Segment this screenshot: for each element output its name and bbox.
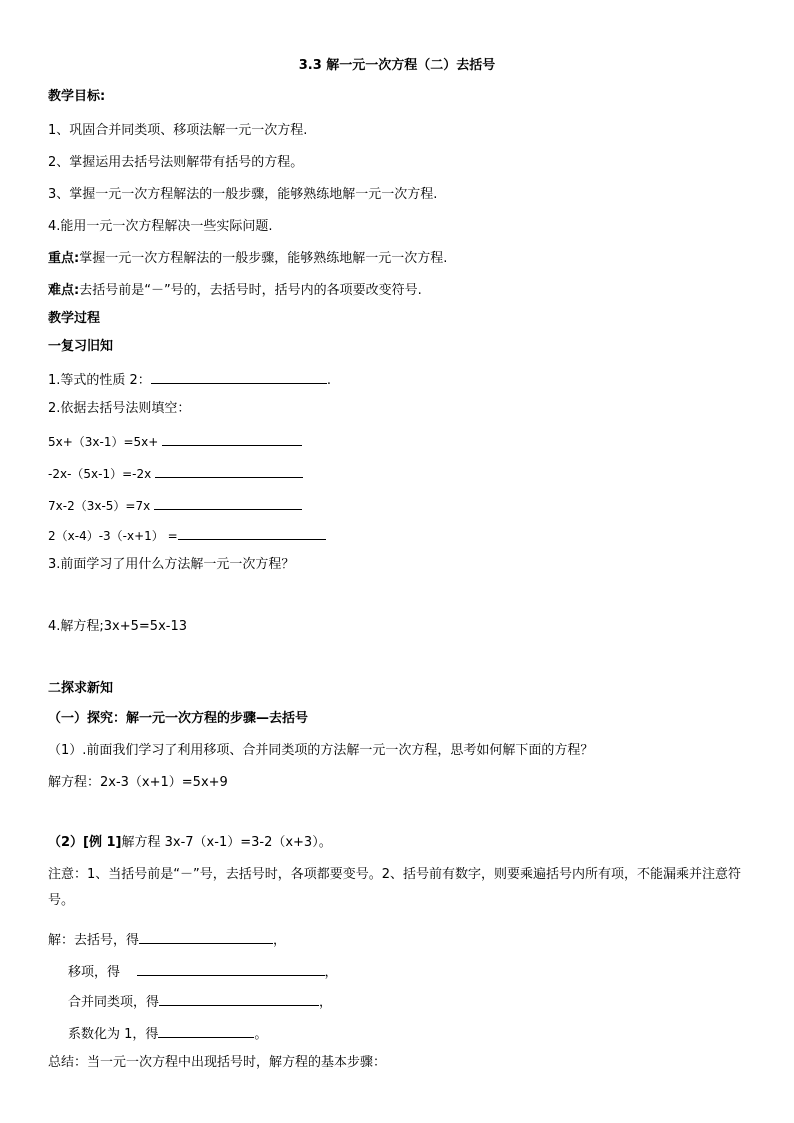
fill-expression: 2（x-4）-3（-x+1） = xyxy=(48,529,178,543)
process-heading: 教学过程 xyxy=(48,311,101,326)
example-text: 解方程 3x-7（x-1）=3-2（x+3）。 xyxy=(121,835,332,850)
objective-item-4: 4.能用一元一次方程解决一些实际问题. xyxy=(48,219,273,234)
difficulty-text: 去括号前是“－”号的，去括号时，括号内的各项要改变符号. xyxy=(79,283,422,298)
answer-blank[interactable] xyxy=(151,371,327,384)
solution-step-3 xyxy=(68,993,332,1011)
answer-blank[interactable] xyxy=(159,993,319,1006)
solution-step-label: 系数化为 1，得 xyxy=(68,1027,159,1042)
solution-step-1 xyxy=(48,931,286,949)
difficulty-label: 难点: xyxy=(48,283,80,298)
review-q1-text: 1.等式的性质 2： xyxy=(48,373,151,388)
fill-item-4 xyxy=(48,527,326,544)
solution-comma: ， xyxy=(324,965,338,980)
note-paragraph: 注意：1、当括号前是“－”号，去括号时，各项都要变号。2、括号前有数字，则要乘遍括号内所有项，不能漏乘并注意符号。 xyxy=(48,867,742,908)
explore-paragraph-1: （1）.前面我们学习了利用移项、合并同类项的方法解一元一次方程，思考如何解下面的方程？ xyxy=(48,743,594,758)
review-heading: 一复习旧知 xyxy=(48,339,114,354)
answer-blank[interactable] xyxy=(139,931,273,944)
review-question-2: 2.依据去括号法则填空： xyxy=(48,401,191,416)
key-point-label: 重点: xyxy=(48,251,80,266)
solution-step-4 xyxy=(68,1025,267,1043)
review-q1-end: . xyxy=(326,373,331,388)
answer-blank[interactable] xyxy=(154,497,302,510)
page-title: 3.3 解一元一次方程（二）去括号 xyxy=(298,58,496,73)
explore-heading: 二探求新知 xyxy=(48,681,114,696)
review-question-4: 4.解方程;3x+5=5x-13 xyxy=(48,619,188,634)
fill-expression: -2x-（5x-1）=-2x xyxy=(48,467,152,481)
answer-blank[interactable] xyxy=(158,1025,254,1038)
example-label: （2）[例 1] xyxy=(48,835,122,850)
solution-period: 。 xyxy=(254,1027,268,1042)
solution-comma: ， xyxy=(319,995,333,1010)
solution-step-2 xyxy=(68,963,338,981)
solution-step-label: 移项，得 xyxy=(68,965,121,980)
objective-item-1: 1、巩固合并同类项、移项法解一元一次方程. xyxy=(48,123,308,138)
solution-step-label: 解：去括号，得 xyxy=(48,933,140,948)
fill-item-1 xyxy=(48,433,302,450)
answer-blank[interactable] xyxy=(178,527,326,540)
key-point xyxy=(48,251,447,267)
objectives-heading: 教学目标: xyxy=(48,89,106,104)
solution-comma: ， xyxy=(273,933,287,948)
answer-blank[interactable] xyxy=(137,963,325,976)
objective-item-2: 2、掌握运用去括号法则解带有括号的方程。 xyxy=(48,155,304,170)
answer-blank[interactable] xyxy=(155,465,303,478)
fill-expression: 7x-2（3x-5）=7x xyxy=(48,499,151,513)
solution-step-label: 合并同类项，得 xyxy=(68,995,160,1010)
explore-equation: 解方程：2x-3（x+1）=5x+9 xyxy=(48,775,228,790)
summary-text: 总结：当一元一次方程中出现括号时，解方程的基本步骤： xyxy=(48,1055,387,1070)
explore-subheading: （一）探究：解一元一次方程的步骤—去括号 xyxy=(48,711,309,726)
example-1 xyxy=(48,835,332,851)
review-question-3: 3.前面学习了用什么方法解一元一次方程？ xyxy=(48,557,295,572)
review-question-1 xyxy=(48,371,331,389)
difficulty-point xyxy=(48,283,422,299)
key-point-text: 掌握一元一次方程解法的一般步骤，能够熟练地解一元一次方程. xyxy=(79,251,448,266)
fill-expression: 5x+（3x-1）=5x+ xyxy=(48,435,159,449)
fill-item-2 xyxy=(48,465,303,482)
answer-blank[interactable] xyxy=(162,433,302,446)
objective-item-3: 3、掌握一元一次方程解法的一般步骤，能够熟练地解一元一次方程. xyxy=(48,187,438,202)
fill-item-3 xyxy=(48,497,302,514)
